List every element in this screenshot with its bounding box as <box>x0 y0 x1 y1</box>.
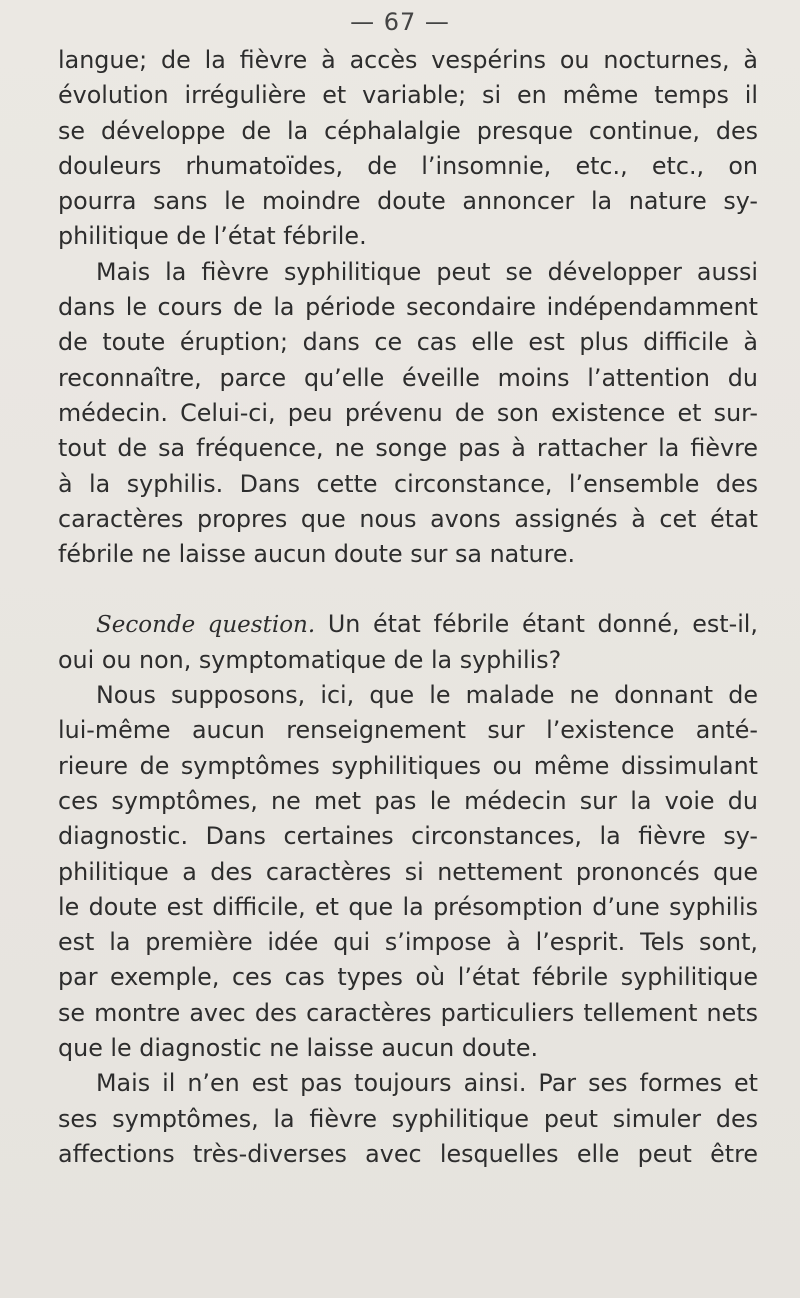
text-line: philitique de l’état fébrile. <box>58 222 367 251</box>
text-line: par exemple, ces cas types où l’état fébrile syphilitique <box>58 963 758 992</box>
text-line: caractères propres que nous avons assignés à cet état <box>58 504 758 533</box>
text-line: tout de sa fréquence, ne songe pas à rattacher la fièvre <box>58 434 758 463</box>
text-line: dans le cours de la période secondaire indépendamment <box>58 293 758 322</box>
text-line: rieure de symptômes syphilitiques ou même dissimulant <box>58 751 758 780</box>
text-line: lui-même aucun renseignement sur l’existence anté- <box>58 716 758 745</box>
text-line: ses symptômes, la fièvre syphilitique peut simuler des <box>58 1104 758 1133</box>
text-line <box>58 607 758 642</box>
body-text <box>58 43 758 1172</box>
text-line: se montre avec des caractères particuliers tellement nets <box>58 998 758 1027</box>
paragraph <box>58 1066 758 1172</box>
text-line: Mais il n’en est pas toujours ainsi. Par ses formes et <box>96 1069 758 1098</box>
text-line: ces symptômes, ne met pas le médecin sur la voie du <box>58 786 758 815</box>
text-line: fébrile ne laisse aucun doute sur sa nature. <box>58 540 576 569</box>
text-line: à la syphilis. Dans cette circonstance, l’ensemble des <box>58 469 758 498</box>
text-line: reconnaître, parce qu’elle éveille moins l’attention du <box>58 363 758 392</box>
text-line: que le diagnostic ne laisse aucun doute. <box>58 1034 539 1063</box>
text-line: pourra sans le moindre doute annoncer la nature sy- <box>58 187 758 216</box>
paragraph <box>58 255 758 573</box>
text-line: est la première idée qui s’impose à l’esprit. Tels sont, <box>58 928 758 957</box>
paragraph <box>58 678 758 1066</box>
text-line: Mais la fièvre syphilitique peut se développer aussi <box>96 257 758 286</box>
text-line: le doute est difficile, et que la présomption d’une syphilis <box>58 892 758 921</box>
text-line: affections très-diverses avec lesquelles elle peut être <box>58 1139 758 1168</box>
paragraph-gap <box>58 572 758 607</box>
text-line: de toute éruption; dans ce cas elle est plus difficile à <box>58 328 758 357</box>
text-line: douleurs rhumatoïdes, de l’insomnie, etc., etc., on <box>58 151 758 180</box>
text-line: oui ou non, symptomatique de la syphilis? <box>58 645 562 674</box>
section-paragraph <box>58 607 758 678</box>
text-line: médecin. Celui-ci, peu prévenu de son existence et sur- <box>58 398 758 427</box>
page-number: — 67 — <box>350 8 450 36</box>
paragraph-continuation <box>58 43 758 255</box>
text-line: évolution irrégulière et variable; si en même temps il <box>58 81 758 110</box>
section-title: Seconde question. <box>96 612 316 639</box>
text-line: Nous supposons, ici, que le malade ne donnant de <box>96 681 758 710</box>
text-line: langue; de la fièvre à accès vespérins ou nocturnes, à <box>58 46 758 74</box>
text-line: se développe de la céphalalgie presque continue, des <box>58 116 758 145</box>
text-line: diagnostic. Dans certaines circonstances, la fièvre sy- <box>58 822 758 851</box>
text-line: philitique a des caractères si nettement prononcés que <box>58 857 758 886</box>
section-title-continuation: Un état fébrile étant donné, est-il, <box>327 610 758 639</box>
